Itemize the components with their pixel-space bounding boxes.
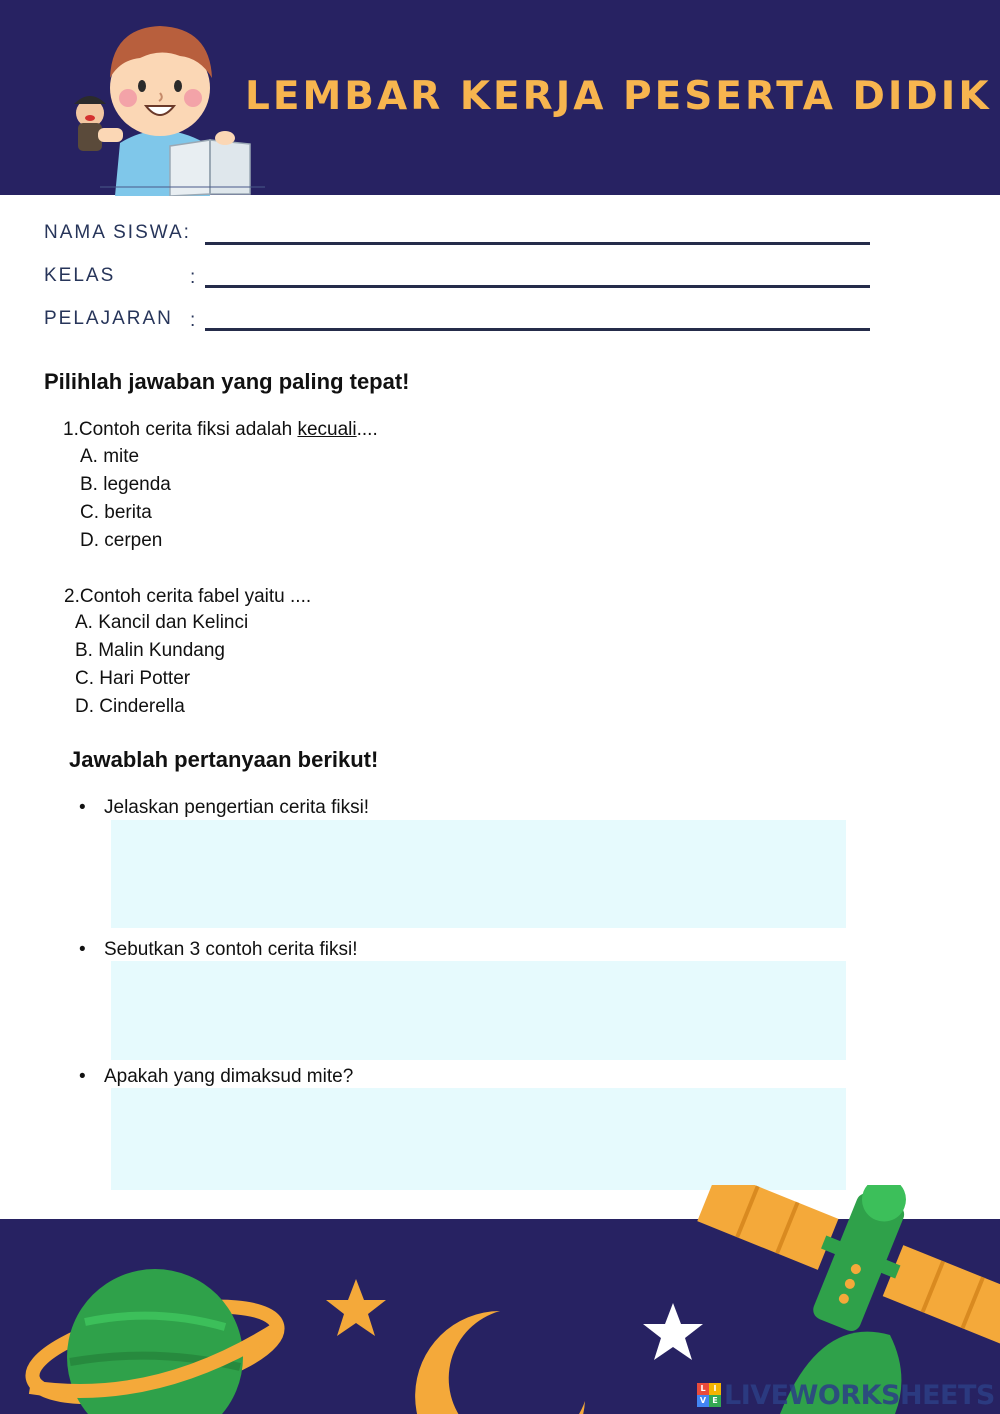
field-label-pelajaran: PELAJARAN bbox=[44, 308, 173, 329]
field-label-nama: NAMA SISWA: bbox=[44, 222, 191, 243]
question-2-option-d[interactable]: D. Cinderella bbox=[75, 696, 185, 717]
field-colon: : bbox=[190, 310, 196, 331]
essay-question-1-text: Jelaskan pengertian cerita fiksi! bbox=[104, 797, 370, 818]
essay-question-1 bbox=[80, 797, 369, 819]
field-label-kelas: KELAS bbox=[44, 265, 116, 286]
question-2 bbox=[64, 586, 311, 608]
subject-input-line[interactable] bbox=[205, 328, 870, 331]
question-1-option-d[interactable]: D. cerpen bbox=[80, 530, 163, 551]
essay-question-3 bbox=[80, 1066, 353, 1088]
logo-letter-e: E bbox=[709, 1395, 721, 1407]
section-heading-essay: Jawablah pertanyaan berikut! bbox=[69, 747, 379, 772]
question-1 bbox=[63, 419, 378, 441]
answer-box-2[interactable] bbox=[111, 961, 846, 1060]
answer-box-3[interactable] bbox=[111, 1088, 846, 1190]
planet-icon bbox=[25, 1267, 285, 1414]
header-banner bbox=[0, 0, 1000, 195]
question-1-text: 1.Contoh cerita fiksi adalah bbox=[63, 419, 298, 440]
question-1-option-b[interactable]: B. legenda bbox=[80, 474, 171, 495]
field-row-nama bbox=[44, 222, 874, 252]
moon-icon bbox=[415, 1311, 585, 1414]
watermark-text: LIVEWORKSHEETS bbox=[724, 1379, 995, 1411]
essay-question-3-text: Apakah yang dimaksud mite? bbox=[104, 1066, 354, 1087]
question-2-option-b[interactable]: B. Malin Kundang bbox=[75, 640, 225, 661]
question-1-underlined: kecuali bbox=[297, 419, 357, 440]
field-colon: : bbox=[190, 267, 196, 288]
question-1-option-c[interactable]: C. berita bbox=[80, 502, 152, 523]
section-heading-multiple-choice: Pilihlah jawaban yang paling tepat! bbox=[44, 369, 410, 394]
field-row-pelajaran bbox=[44, 308, 874, 338]
worksheet-title: LEMBAR KERJA PESERTA DIDIK bbox=[245, 74, 992, 119]
logo-letter-i: I bbox=[709, 1383, 721, 1395]
logo-letter-l: L bbox=[697, 1383, 709, 1395]
question-2-option-a[interactable]: A. Kancil dan Kelinci bbox=[75, 612, 249, 633]
name-input-line[interactable] bbox=[205, 242, 870, 245]
liveworksheets-watermark[interactable] bbox=[697, 1380, 995, 1410]
question-2-text: 2.Contoh cerita fabel yaitu .... bbox=[64, 586, 312, 607]
question-1-suffix: .... bbox=[356, 419, 378, 440]
question-2-option-c[interactable]: C. Hari Potter bbox=[75, 668, 191, 689]
question-1-option-a[interactable]: A. mite bbox=[80, 446, 140, 467]
essay-question-2 bbox=[80, 939, 357, 961]
class-input-line[interactable] bbox=[205, 285, 870, 288]
star-icon bbox=[325, 1277, 387, 1339]
boy-reading-illustration bbox=[60, 18, 270, 196]
answer-box-1[interactable] bbox=[111, 820, 846, 928]
logo-letter-v: V bbox=[697, 1395, 709, 1407]
liveworksheets-logo-icon bbox=[697, 1383, 721, 1407]
essay-question-2-text: Sebutkan 3 contoh cerita fiksi! bbox=[104, 939, 358, 960]
field-row-kelas bbox=[44, 265, 874, 295]
